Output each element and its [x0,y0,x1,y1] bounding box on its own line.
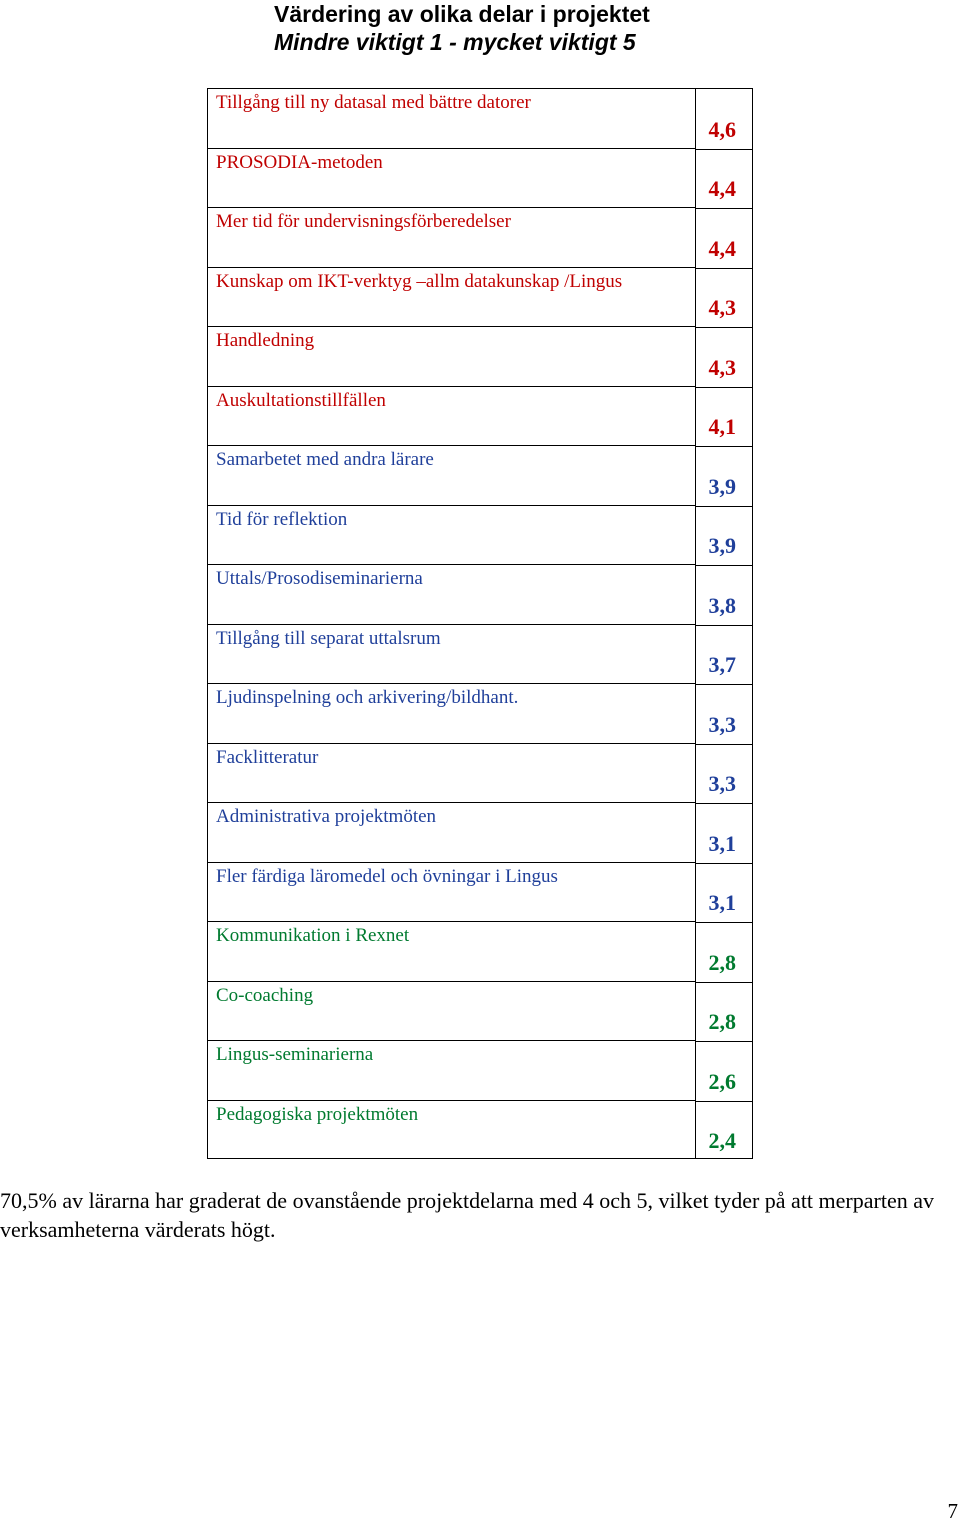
row-label: Pedagogiska projektmöten [216,1103,419,1125]
value-cell [696,1101,752,1161]
row-label: Uttals/Prosodiseminarierna [216,568,423,589]
row-value: 2,8 [708,949,736,975]
row-label: Tillgång till ny datasal med bättre datorer [216,92,531,113]
row-label: Auskultationstillfällen [216,389,386,411]
table-row [208,743,696,803]
page-number: 7 [947,1499,958,1523]
row-label: Kunskap om IKT-verktyg –allm datakunskap /Lingus [216,270,623,292]
row-label: PROSODIA-metoden [216,151,383,173]
row-value: 2,4 [708,1128,736,1153]
row-label: Fler färdiga läromedel och övningar i Lingus [216,865,558,887]
row-value: 2,6 [708,1068,736,1094]
page-title: Värdering av olika delar i projektet [274,1,650,27]
table-row [208,862,696,922]
value-cell [696,922,752,982]
row-value: 4,3 [708,295,736,320]
row-value: 3,1 [708,830,736,856]
table-row [208,148,696,208]
row-value: 4,4 [708,176,736,201]
value-cell [696,387,752,447]
value-cell [696,565,752,625]
value-cell [696,625,752,685]
row-value: 4,1 [708,414,736,439]
row-value: 2,8 [708,1009,736,1034]
row-value: 3,3 [708,771,736,796]
row-label: Kommunikation i Rexnet [216,925,410,946]
row-label: Co-coaching [216,984,314,1006]
row-value: 4,6 [708,116,736,142]
row-label: Ljudinspelning och arkivering/bildhant. [216,687,519,708]
row-label: Handledning [216,330,315,351]
value-cell [696,863,752,923]
value-cell [696,268,752,328]
table-row [208,564,696,624]
value-cell [696,149,752,209]
row-value: 3,9 [708,473,736,499]
row-label: Samarbetet med andra lärare [216,449,434,470]
table-row [208,981,696,1041]
row-value: 3,7 [708,652,736,677]
row-value: 3,9 [708,533,736,558]
table-row [208,445,696,505]
table-row [208,1040,696,1100]
value-cell [696,684,752,744]
value-cell [696,327,752,387]
rating-table [207,88,753,1159]
row-label: Mer tid för undervisningsförberedelser [216,211,511,232]
table-row [208,386,696,446]
row-value: 4,3 [708,354,736,380]
label-column [207,88,695,1159]
row-label: Administrativa projektmöten [216,806,437,827]
value-cell [696,1041,752,1101]
value-cell [696,803,752,863]
table-row [208,207,696,267]
row-value: 4,4 [708,235,736,261]
table-row [208,802,696,862]
row-label: Facklitteratur [216,746,319,768]
value-cell [696,744,752,804]
table-row [208,88,696,148]
rating-scale-subtitle: Mindre viktigt 1 - mycket viktigt 5 [274,29,636,55]
table-row [208,624,696,684]
row-label: Tillgång till separat uttalsrum [216,627,441,649]
row-value: 3,3 [708,711,736,737]
table-row [208,1100,696,1160]
table-row [208,326,696,386]
table-row [208,267,696,327]
row-label: Lingus-seminarierna [216,1044,374,1065]
table-row [208,921,696,981]
row-label: Tid för reflektion [216,508,348,530]
table-row [208,683,696,743]
value-cell [696,89,752,149]
summary-paragraph: 70,5% av lärarna har graderat de ovanstående projektdelarna med 4 och 5, vilket tyder på att merparten av verksamheterna värderats högt. [0,1188,934,1242]
value-column [695,88,753,1159]
value-cell [696,446,752,506]
value-cell [696,982,752,1042]
value-cell [696,208,752,268]
row-value: 3,1 [708,890,736,915]
value-cell [696,506,752,566]
row-value: 3,8 [708,592,736,618]
table-row [208,505,696,565]
